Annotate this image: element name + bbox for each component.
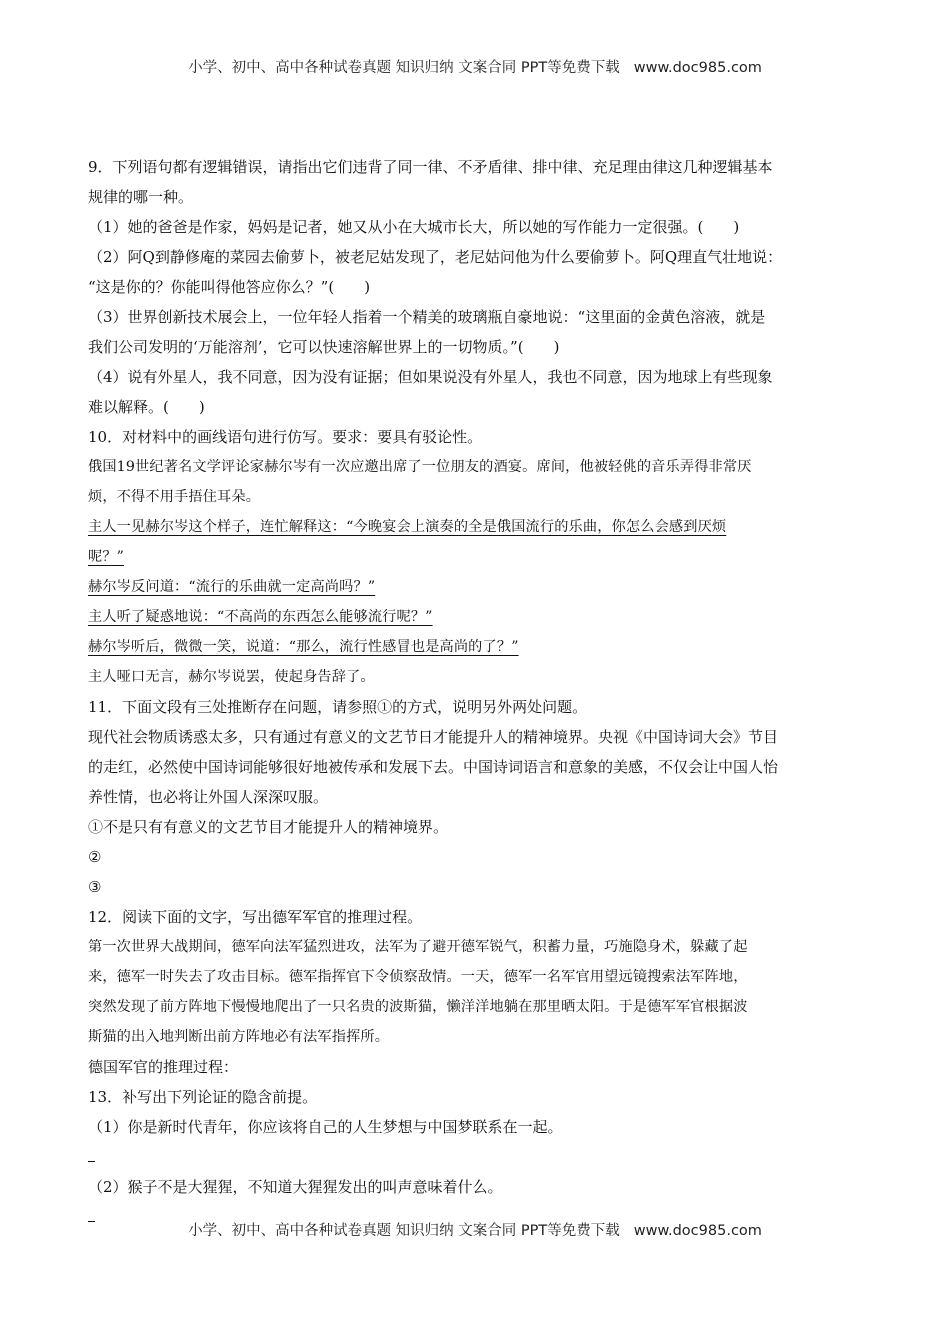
q11-passage-line2: 的走红，必然使中国诗词能够很好地被传承和发展下去。中国诗词语言和意象的美感，不仅会让中国人怡 bbox=[88, 758, 779, 776]
footer-text: 小学、初中、高中各种试卷真题 知识归纳 文案合同 PPT等免费下载 bbox=[188, 1223, 620, 1239]
q12-passage-line1: 第一次世界大战期间，德军向法军猛烈进攻，法军为了避开德军锐气，积蓄力量，巧施隐身术，躲藏了起 bbox=[88, 939, 748, 955]
q10-stem: 10．对材料中的画线语句进行仿写。要求：要具有驳论性。 bbox=[88, 428, 483, 446]
header-site-link[interactable]: www.doc985.com bbox=[633, 60, 762, 76]
q11-answer-3: ③ bbox=[88, 878, 102, 896]
q9-stem-line1: 9．下列语句都有逻辑错误，请指出它们违背了同一律、不矛盾律、排中律、充足理由律这几种逻辑基本 bbox=[88, 158, 773, 176]
q10-passage-line1: 俄国19世纪著名文学评论家赫尔岑有一次应邀出席了一位朋友的酒宴。席间，他被轻佻的音乐弄得非常厌 bbox=[88, 459, 752, 475]
q11-passage-line1: 现代社会物质诱惑太多，只有通过有意义的文艺节日才能提升人的精神境界。央视《中国诗词大会》节目 bbox=[88, 728, 779, 746]
q9-sentence-3b: 我们公司发明的‘万能溶剂’，它可以快速溶解世界上的一切物质。”( ) bbox=[88, 338, 560, 356]
q13-answer-blank-1 bbox=[88, 1142, 868, 1172]
q10-underlined-3: 主人听了疑惑地说：“不高尚的东西怎么能够流行呢？” bbox=[88, 609, 433, 625]
q10-passage-end: 主人哑口无言，赫尔岑说罢，使起身告辞了。 bbox=[88, 669, 375, 685]
header-text: 小学、初中、高中各种试卷真题 知识归纳 文案合同 PPT等免费下载 bbox=[188, 60, 620, 76]
q9-sentence-4b: 难以解释。( ) bbox=[88, 398, 205, 416]
q9-sentence-2b: “这是你的？你能叫得他答应你么？”( ) bbox=[88, 278, 371, 296]
q10-underlined-2: 赫尔岑反问道：“流行的乐曲就一定高尚吗？” bbox=[88, 579, 376, 595]
page-header bbox=[0, 56, 950, 77]
footer-site-link[interactable]: www.doc985.com bbox=[633, 1223, 762, 1239]
q10-underlined-4: 赫尔岑听后，微微一笑，说道：“那么，流行性感冒也是高尚的了？” bbox=[88, 639, 519, 655]
q11-answer-2: ② bbox=[88, 848, 102, 866]
q11-stem: 11．下面文段有三处推断存在问题，请参照①的方式，说明另外两处问题。 bbox=[88, 698, 588, 716]
document-body bbox=[88, 152, 868, 1232]
q13-sentence-2: （2）猴子不是大猩猩，不知道大猩猩发出的叫声意味着什么。 bbox=[88, 1178, 503, 1196]
q13-sentence-1: （1）你是新时代青年，你应该将自己的人生梦想与中国梦联系在一起。 bbox=[88, 1118, 563, 1136]
q10-underlined-1b: 呢？” bbox=[88, 549, 125, 565]
q13-stem: 13．补写出下列论证的隐含前提。 bbox=[88, 1088, 318, 1106]
q9-sentence-2a: （2）阿Q到静修庵的菜园去偷萝卜，被老尼姑发现了，老尼姑问他为什么要偷萝卜。阿Q理直气壮地说： bbox=[88, 248, 783, 266]
q9-stem-line2: 规律的哪一种。 bbox=[88, 188, 194, 206]
q11-answer-1: ①不是只有有意义的文艺节目才能提升人的精神境界。 bbox=[88, 818, 449, 836]
q9-sentence-4a: （4）说有外星人，我不同意，因为没有证据；但如果说没有外星人，我也不同意，因为地球上有些现象 bbox=[88, 368, 773, 386]
q10-passage-line2: 烦，不得不用手捂住耳朵。 bbox=[88, 489, 261, 505]
q9-sentence-3a: （3）世界创新技术展会上，一位年轻人指着一个精美的玻璃瓶自豪地说：“这里面的金黄色溶液，就是 bbox=[88, 308, 766, 326]
q12-passage-line2: 来，德军一时失去了攻击目标。德军指挥官下令侦察敌情。一天，德军一名军官用望远镜搜索法军阵地， bbox=[88, 969, 748, 985]
q12-answer-label: 德国军官的推理过程： bbox=[88, 1058, 239, 1076]
q10-underlined-1a: 主人一见赫尔岑这个样子，连忙解释这：“今晚宴会上演奏的全是俄国流行的乐曲，你怎么会感到厌烦 bbox=[88, 519, 727, 535]
q11-passage-line3: 养性情，也必将让外国人深深叹服。 bbox=[88, 788, 329, 806]
q12-stem: 12．阅读下面的文字，写出德军军官的推理过程。 bbox=[88, 908, 423, 926]
q12-passage-line3: 突然发现了前方阵地下慢慢地爬出了一只名贵的波斯猫，懒洋洋地躺在那里晒太阳。于是德军军官根据波 bbox=[88, 999, 748, 1015]
q9-sentence-1: （1）她的爸爸是作家，妈妈是记者，她又从小在大城市长大，所以她的写作能力一定很强。( ) bbox=[88, 218, 740, 236]
q12-passage-line4: 斯猫的出入地判断出前方阵地必有法军指挥所。 bbox=[88, 1029, 390, 1045]
page-footer bbox=[0, 1219, 950, 1240]
